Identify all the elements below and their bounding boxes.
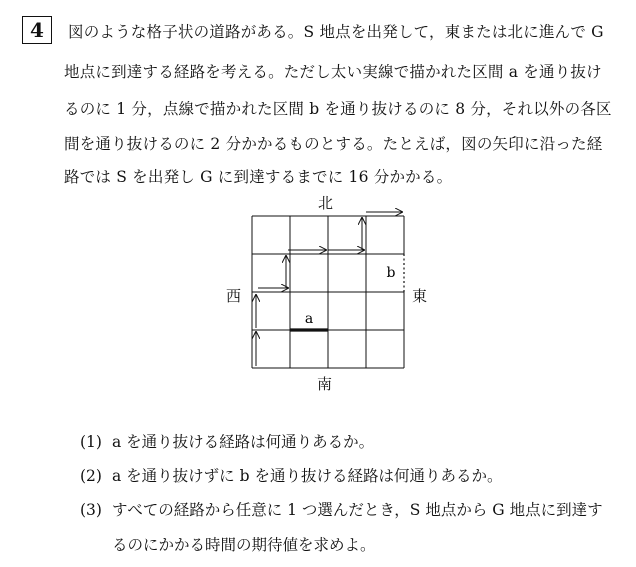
south-label: 南: [317, 375, 333, 393]
problem-number-box: 4: [22, 16, 52, 44]
north-label: 北: [318, 194, 334, 212]
question-3-number: (3): [80, 501, 102, 519]
question-2-text: a を通り抜けずに b を通り抜ける経路は何通りあるか。: [112, 467, 503, 485]
question-2: [80, 464, 502, 486]
question-3-text: すべての経路から任意に 1 つ選んだとき，S 地点から G 地点に到達す: [112, 501, 603, 519]
east-label: 東: [412, 287, 428, 305]
grid-lines: [252, 216, 404, 368]
question-1-text: a を通り抜ける経路は何通りあるか。: [112, 433, 375, 451]
grid-svg: [220, 190, 440, 390]
question-3-continuation: るのにかかる時間の期待値を求めよ。: [112, 536, 376, 554]
west-label: 西: [226, 287, 242, 305]
grid-diagram: [220, 190, 440, 393]
problem-text-line-2: 地点に到達する経路を考える。ただし太い実線で描かれた区間 a を通り抜け: [64, 63, 602, 81]
example-path: [256, 212, 402, 366]
problem-text-line-1: 図のような格子状の道路がある。S 地点を出発して，東または北に進んで G: [68, 23, 604, 41]
label-b: b: [386, 265, 396, 281]
problem-text-line-5: 路では S を出発し G に到達するまでに 16 分かかる。: [64, 168, 453, 186]
question-1-number: (1): [80, 433, 102, 451]
problem-text-line-4: 間を通り抜けるのに 2 分かかるものとする。たとえば，図の矢印に沿った経: [64, 135, 603, 153]
question-1: [80, 430, 374, 452]
problem-text-line-3: るのに 1 分，点線で描かれた区間 b を通り抜けるのに 8 分，それ以外の各区: [64, 100, 612, 118]
question-2-number: (2): [80, 467, 102, 485]
question-3: [80, 498, 603, 520]
label-a: a: [304, 311, 314, 327]
